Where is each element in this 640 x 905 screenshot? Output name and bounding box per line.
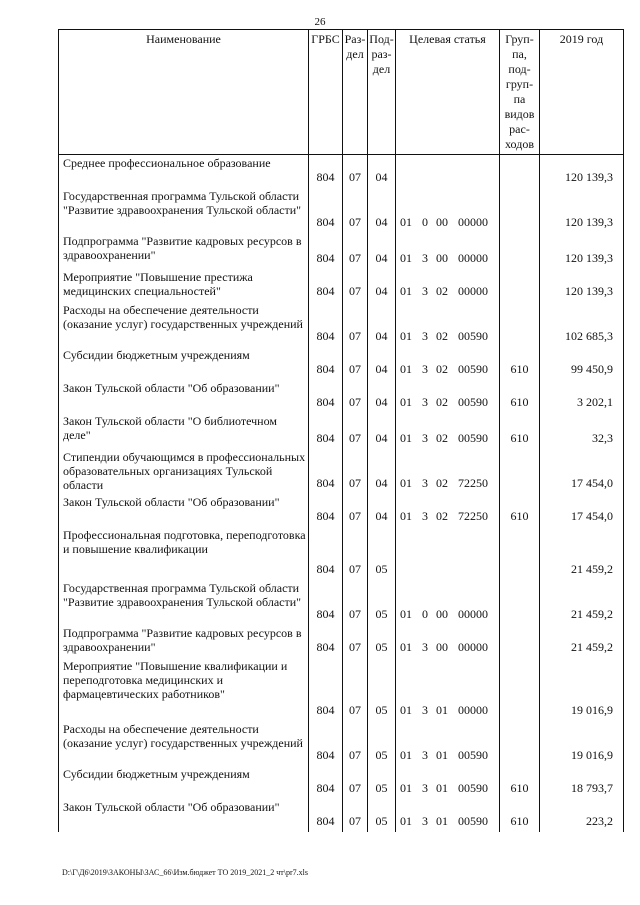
row-name: Стипендии обучающимся в профессиональных образовательных организациях Тульской области: [59, 449, 309, 494]
target-article-part: 0: [422, 214, 428, 229]
target-article-part: 01: [400, 250, 412, 265]
row-razdel: 07: [343, 449, 368, 494]
row-target-article: [396, 302, 500, 347]
target-article-part: 3: [422, 780, 428, 795]
row-razdel: 07: [343, 580, 368, 625]
row-amount: 19 016,9: [540, 721, 624, 766]
page-number: 26: [314, 16, 326, 28]
target-article-part: 01: [400, 283, 412, 298]
target-article-part: 3: [422, 508, 428, 523]
row-podrazdel: 05: [368, 721, 396, 766]
row-expense-type: [500, 155, 540, 188]
row-amount: 32,3: [540, 413, 624, 449]
row-name: Мероприятие "Повышение квалификации и переподготовка медицинских и фармацевтических работников": [59, 658, 309, 721]
header-podrazdel: Под- раз- дел: [368, 30, 396, 155]
target-article-part: 3: [422, 702, 428, 717]
row-grbs: 804: [309, 380, 343, 413]
row-grbs: 804: [309, 155, 343, 188]
table-row: [59, 413, 624, 449]
target-article-part: 3: [422, 813, 428, 828]
row-grbs: 804: [309, 347, 343, 380]
row-target-article: [396, 494, 500, 527]
target-article-part: 01: [400, 508, 412, 523]
row-razdel: 07: [343, 302, 368, 347]
target-article-part: 02: [436, 328, 448, 343]
target-article-part: 3: [422, 328, 428, 343]
target-article-part: 01: [400, 394, 412, 409]
row-target-article: [396, 658, 500, 721]
row-name: Расходы на обеспечение деятельности (оказание услуг) государственных учреждений: [59, 721, 309, 766]
row-razdel: 07: [343, 658, 368, 721]
row-grbs: 804: [309, 527, 343, 580]
row-amount: 120 139,3: [540, 155, 624, 188]
row-podrazdel: 04: [368, 302, 396, 347]
table-row: [59, 380, 624, 413]
row-podrazdel: 04: [368, 233, 396, 269]
row-razdel: 07: [343, 233, 368, 269]
row-razdel: 07: [343, 799, 368, 832]
row-expense-type: 610: [500, 799, 540, 832]
row-razdel: 07: [343, 380, 368, 413]
row-grbs: 804: [309, 799, 343, 832]
row-name: Подпрограмма "Развитие кадровых ресурсов в здравоохранении": [59, 233, 309, 269]
row-expense-type: 610: [500, 766, 540, 799]
row-razdel: 07: [343, 625, 368, 658]
row-grbs: 804: [309, 233, 343, 269]
target-article-part: 00: [436, 606, 448, 621]
target-article-part: 00590: [458, 430, 488, 445]
row-target-article: [396, 527, 500, 580]
row-expense-type: [500, 449, 540, 494]
row-target-article: [396, 799, 500, 832]
target-article-part: 01: [400, 475, 412, 490]
row-grbs: 804: [309, 269, 343, 302]
row-podrazdel: 05: [368, 625, 396, 658]
target-article-part: 72250: [458, 508, 488, 523]
target-article-part: 3: [422, 250, 428, 265]
row-expense-type: [500, 580, 540, 625]
row-grbs: 804: [309, 658, 343, 721]
target-article-part: 02: [436, 394, 448, 409]
row-podrazdel: 04: [368, 188, 396, 233]
row-target-article: [396, 449, 500, 494]
target-article-part: 02: [436, 475, 448, 490]
row-target-article: [396, 347, 500, 380]
table-row: [59, 494, 624, 527]
table-row: [59, 449, 624, 494]
table-row: [59, 658, 624, 721]
row-grbs: 804: [309, 449, 343, 494]
target-article-part: 00590: [458, 328, 488, 343]
row-name: Закон Тульской области "Об образовании": [59, 380, 309, 413]
row-target-article: [396, 580, 500, 625]
row-target-article: [396, 413, 500, 449]
row-podrazdel: 05: [368, 658, 396, 721]
row-name: Мероприятие "Повышение престижа медицинских специальностей": [59, 269, 309, 302]
row-razdel: 07: [343, 721, 368, 766]
row-target-article: [396, 233, 500, 269]
row-target-article: [396, 766, 500, 799]
row-name: Закон Тульской области "О библиотечном деле": [59, 413, 309, 449]
row-razdel: 07: [343, 494, 368, 527]
row-amount: 17 454,0: [540, 494, 624, 527]
header-year: 2019 год: [540, 30, 624, 155]
row-podrazdel: 04: [368, 413, 396, 449]
target-article-part: 02: [436, 508, 448, 523]
row-podrazdel: 04: [368, 269, 396, 302]
table-row: [59, 188, 624, 233]
target-article-part: 02: [436, 361, 448, 376]
target-article-part: 0: [422, 606, 428, 621]
target-article-part: 3: [422, 475, 428, 490]
row-amount: 21 459,2: [540, 580, 624, 625]
row-razdel: 07: [343, 413, 368, 449]
table-row: [59, 766, 624, 799]
target-article-part: 00000: [458, 639, 488, 654]
row-amount: 18 793,7: [540, 766, 624, 799]
row-expense-type: [500, 658, 540, 721]
target-article-part: 00: [436, 214, 448, 229]
row-name: Государственная программа Тульской области "Развитие здравоохранения Тульской области": [59, 580, 309, 625]
target-article-part: 3: [422, 639, 428, 654]
row-expense-type: 610: [500, 380, 540, 413]
target-article-part: 01: [400, 214, 412, 229]
target-article-part: 01: [436, 747, 448, 762]
row-amount: 19 016,9: [540, 658, 624, 721]
file-path-footer: D:\Г\Д6\2019\ЗАКОНЫ\ЗАС_66\Изм.бюджет ТО 2019_2021_2 чт\pr7.xls: [62, 868, 308, 877]
row-amount: 21 459,2: [540, 625, 624, 658]
row-grbs: 804: [309, 625, 343, 658]
row-grbs: 804: [309, 188, 343, 233]
row-expense-type: [500, 625, 540, 658]
row-podrazdel: 04: [368, 347, 396, 380]
row-expense-type: [500, 188, 540, 233]
target-article-part: 00000: [458, 250, 488, 265]
table-row: [59, 527, 624, 580]
target-article-part: 00000: [458, 606, 488, 621]
row-name: Расходы на обеспечение деятельности (оказание услуг) государственных учреждений: [59, 302, 309, 347]
row-expense-type: [500, 721, 540, 766]
row-target-article: [396, 155, 500, 188]
row-podrazdel: 04: [368, 155, 396, 188]
target-article-part: 01: [400, 780, 412, 795]
row-podrazdel: 04: [368, 380, 396, 413]
table-row: [59, 233, 624, 269]
row-grbs: 804: [309, 413, 343, 449]
row-razdel: 07: [343, 188, 368, 233]
row-amount: 120 139,3: [540, 269, 624, 302]
row-amount: 99 450,9: [540, 347, 624, 380]
row-amount: 21 459,2: [540, 527, 624, 580]
row-grbs: 804: [309, 302, 343, 347]
target-article-part: 3: [422, 747, 428, 762]
target-article-part: 00: [436, 639, 448, 654]
target-article-part: 01: [400, 639, 412, 654]
table-header-row: [59, 30, 624, 155]
target-article-part: 01: [400, 328, 412, 343]
row-name: Закон Тульской области "Об образовании": [59, 799, 309, 832]
target-article-part: 00000: [458, 214, 488, 229]
row-target-article: [396, 721, 500, 766]
row-podrazdel: 04: [368, 494, 396, 527]
row-expense-type: 610: [500, 347, 540, 380]
row-target-article: [396, 269, 500, 302]
header-name: Наименование: [59, 30, 309, 155]
header-target-article: Целевая статья: [396, 30, 500, 155]
row-grbs: 804: [309, 580, 343, 625]
target-article-part: 00590: [458, 394, 488, 409]
row-amount: 120 139,3: [540, 188, 624, 233]
row-razdel: 07: [343, 269, 368, 302]
target-article-part: 00590: [458, 780, 488, 795]
row-razdel: 07: [343, 527, 368, 580]
target-article-part: 00590: [458, 747, 488, 762]
row-target-article: [396, 380, 500, 413]
row-target-article: [396, 188, 500, 233]
row-podrazdel: 05: [368, 580, 396, 625]
row-grbs: 804: [309, 494, 343, 527]
row-amount: 223,2: [540, 799, 624, 832]
row-name: Субсидии бюджетным учреждениям: [59, 766, 309, 799]
row-expense-type: [500, 527, 540, 580]
target-article-part: 00000: [458, 283, 488, 298]
target-article-part: 01: [400, 430, 412, 445]
row-amount: 17 454,0: [540, 449, 624, 494]
row-name: Среднее профессиональное образование: [59, 155, 309, 188]
row-amount: 3 202,1: [540, 380, 624, 413]
row-name: Субсидии бюджетным учреждениям: [59, 347, 309, 380]
target-article-part: 02: [436, 430, 448, 445]
target-article-part: 3: [422, 394, 428, 409]
target-article-part: 01: [400, 702, 412, 717]
row-grbs: 804: [309, 766, 343, 799]
target-article-part: 01: [400, 361, 412, 376]
table-row: [59, 721, 624, 766]
row-expense-type: [500, 233, 540, 269]
row-name: Закон Тульской области "Об образовании": [59, 494, 309, 527]
target-article-part: 3: [422, 430, 428, 445]
table-body: [59, 155, 624, 832]
row-expense-type: [500, 302, 540, 347]
target-article-part: 01: [400, 606, 412, 621]
header-expense-type: Груп- па, под- груп- па видов рас- ходов: [500, 30, 540, 155]
table-row: [59, 269, 624, 302]
row-podrazdel: 05: [368, 799, 396, 832]
row-amount: 102 685,3: [540, 302, 624, 347]
row-podrazdel: 05: [368, 527, 396, 580]
row-razdel: 07: [343, 766, 368, 799]
row-razdel: 07: [343, 155, 368, 188]
target-article-part: 00: [436, 250, 448, 265]
target-article-part: 3: [422, 283, 428, 298]
table-row: [59, 347, 624, 380]
row-expense-type: [500, 269, 540, 302]
row-name: Государственная программа Тульской области "Развитие здравоохранения Тульской области": [59, 188, 309, 233]
row-expense-type: 610: [500, 494, 540, 527]
row-amount: 120 139,3: [540, 233, 624, 269]
row-grbs: 804: [309, 721, 343, 766]
row-expense-type: 610: [500, 413, 540, 449]
row-podrazdel: 05: [368, 766, 396, 799]
table-row: [59, 580, 624, 625]
target-article-part: 72250: [458, 475, 488, 490]
row-podrazdel: 04: [368, 449, 396, 494]
row-razdel: 07: [343, 347, 368, 380]
target-article-part: 01: [436, 813, 448, 828]
table-row: [59, 625, 624, 658]
target-article-part: 01: [436, 780, 448, 795]
target-article-part: 00000: [458, 702, 488, 717]
header-grbs: ГРБС: [309, 30, 343, 155]
budget-table: [58, 29, 624, 832]
table-row: [59, 799, 624, 832]
row-target-article: [396, 625, 500, 658]
table-row: [59, 302, 624, 347]
target-article-part: 02: [436, 283, 448, 298]
header-razdel: Раз- дел: [343, 30, 368, 155]
target-article-part: 01: [400, 747, 412, 762]
target-article-part: 3: [422, 361, 428, 376]
target-article-part: 01: [400, 813, 412, 828]
row-name: Профессиональная подготовка, переподготовка и повышение квалификации: [59, 527, 309, 580]
row-name: Подпрограмма "Развитие кадровых ресурсов в здравоохранении": [59, 625, 309, 658]
table-row: [59, 155, 624, 188]
target-article-part: 01: [436, 702, 448, 717]
target-article-part: 00590: [458, 361, 488, 376]
target-article-part: 00590: [458, 813, 488, 828]
